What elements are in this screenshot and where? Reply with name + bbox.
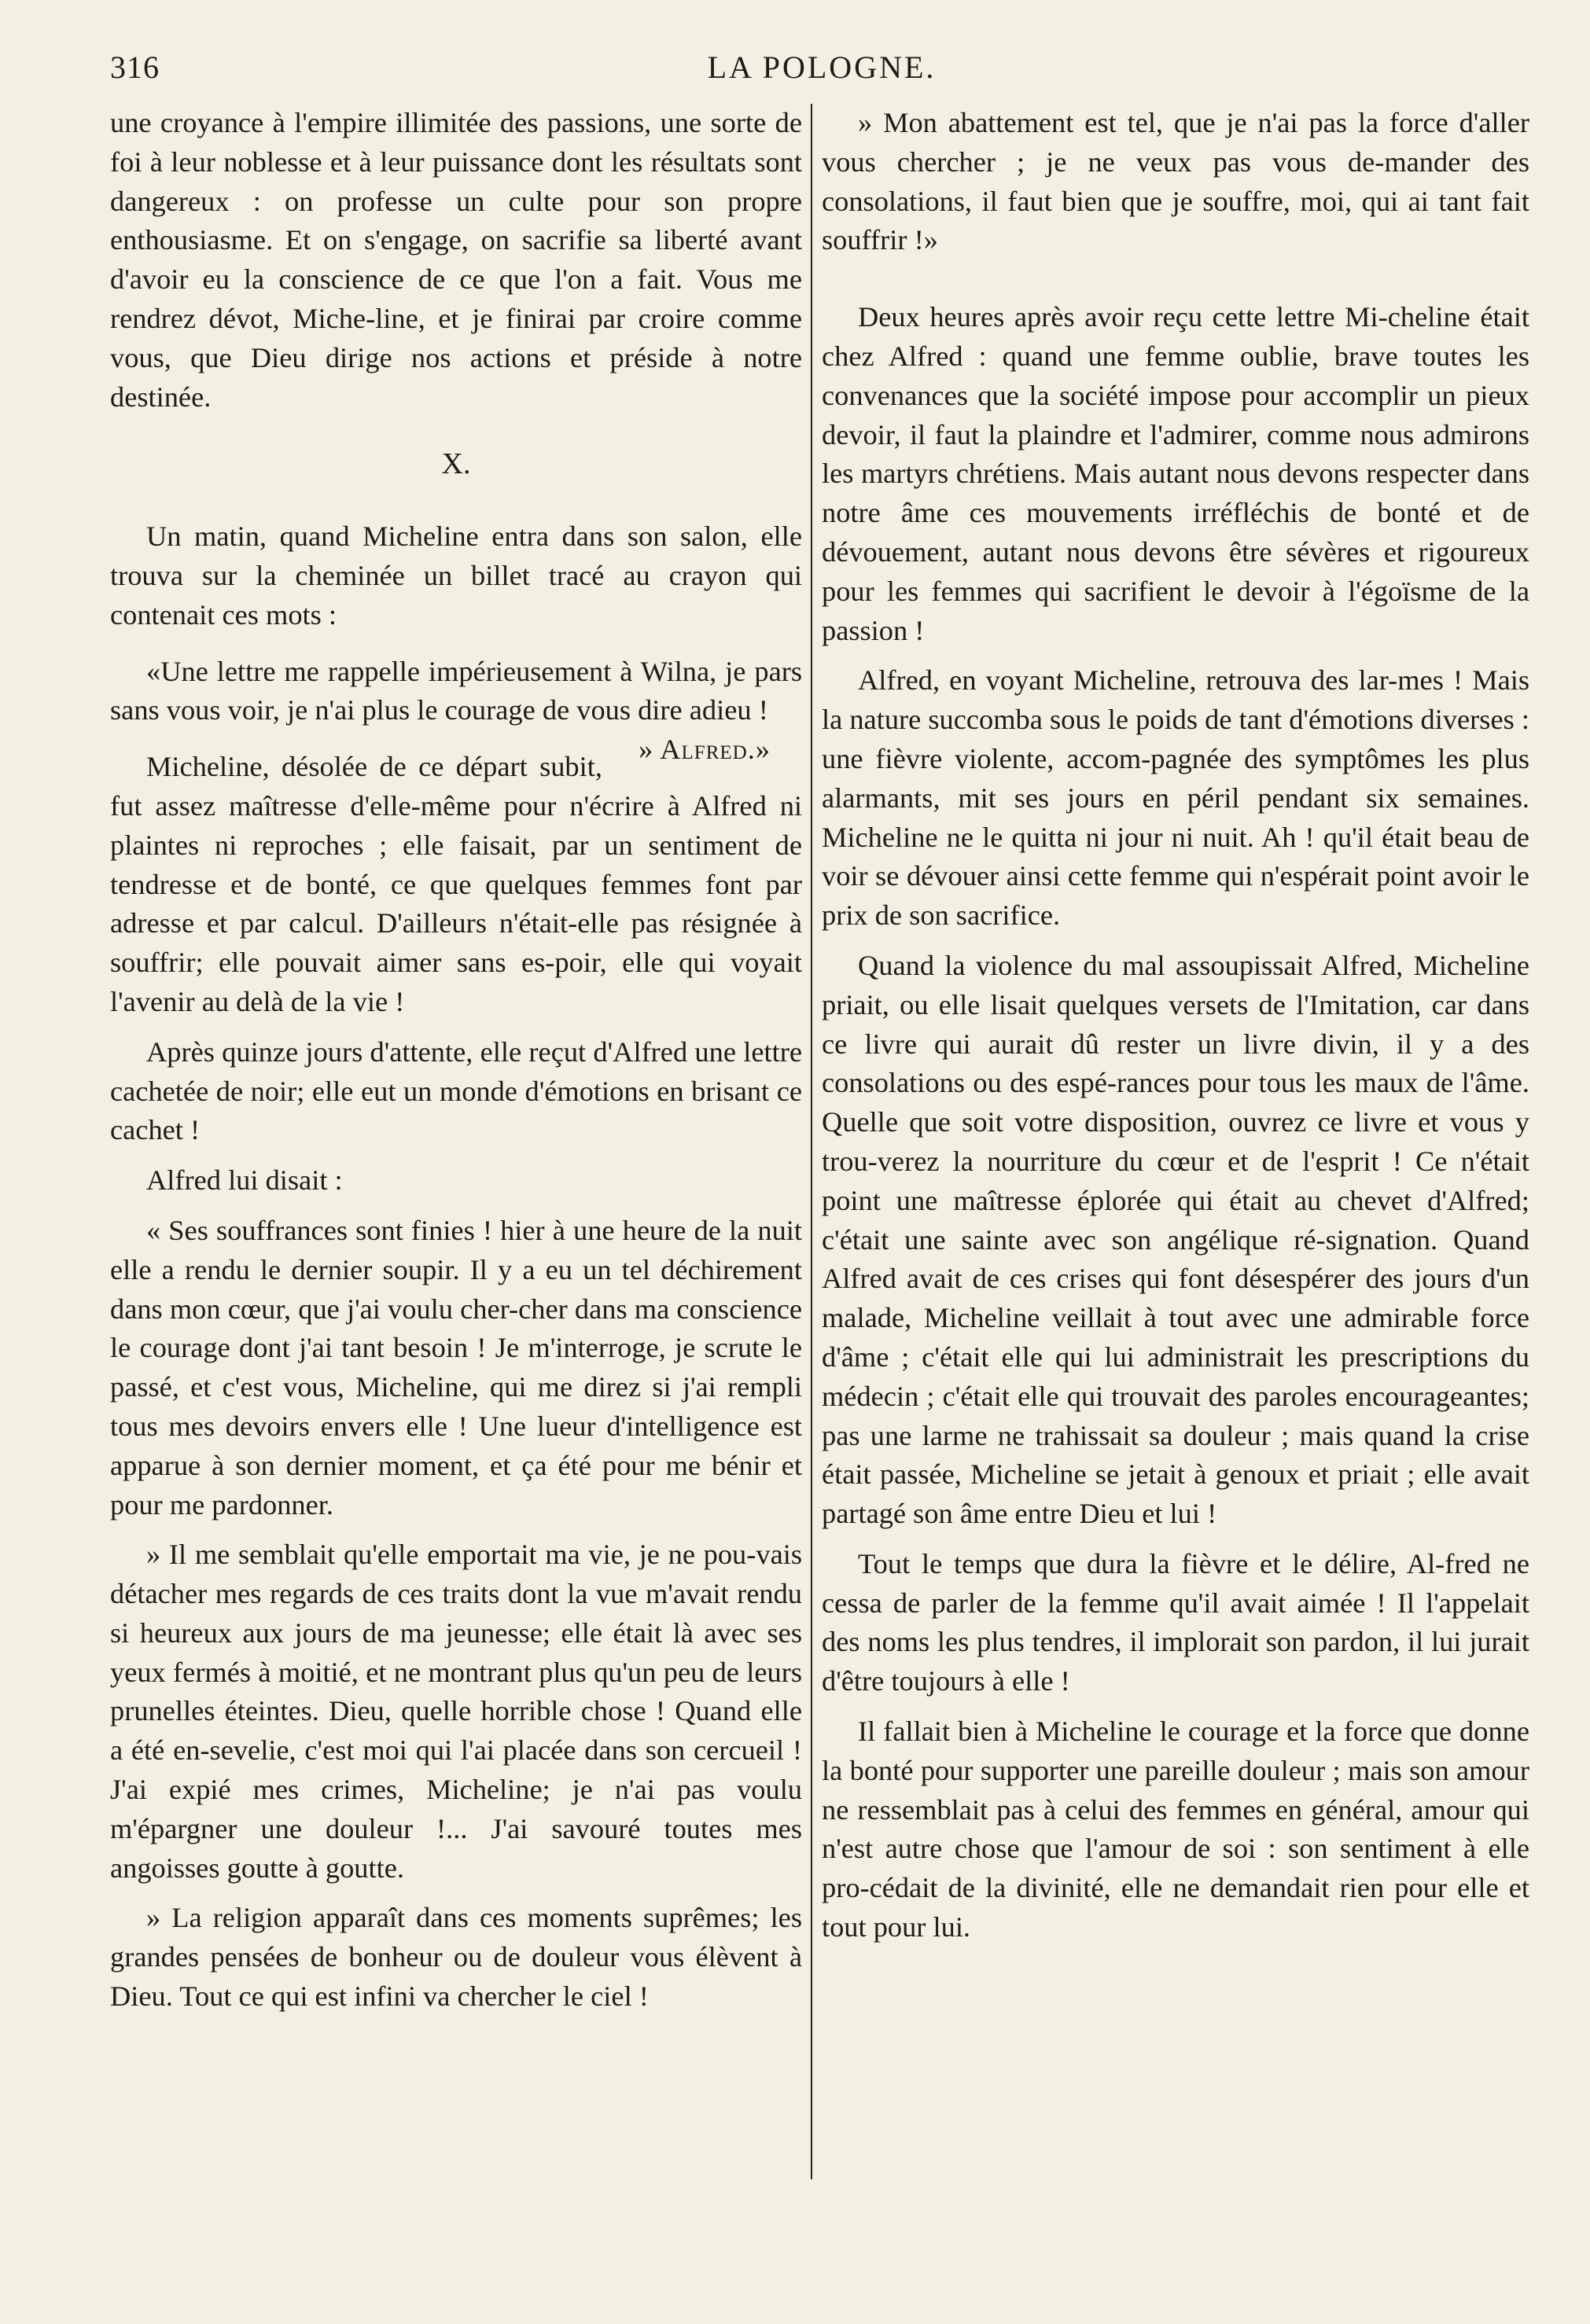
paragraph: « Ses souffrances sont finies ! hier à une heure de la nuit elle a rendu le dernier soupir. Il y a eu un tel déchirement dans mon cœur, que j'ai voulu cher-cher dans ma conscience le courage dont j'ai tant besoin ! Je m'interroge, je scrute le passé, et c'est vous, Micheline, qui me direz si j'ai rempli tous mes devoirs envers elle ! Une lueur d'intelligence est apparue à son dernier moment, et ça été pour me bénir et pour me pardonner. (110, 1214, 802, 1521)
column-divider (811, 104, 812, 2179)
page-number: 316 (110, 50, 160, 85)
paragraph: Après quinze jours d'attente, elle reçut d'Alfred une lettre cachetée de noir; elle eut un monde d'émotions en brisant ce cachet ! (110, 1035, 802, 1146)
paragraph: » Mon abattement est tel, que je n'ai pas la force d'aller vous chercher ; je ne veux pas vous de-mander des consolations, il faut bien que je souffre, moi, qui ai tant fait souffrir !» (822, 107, 1529, 256)
paragraph: » Il me semblait qu'elle emportait ma vie, je ne pou-vais détacher mes regards de ces traits dont la vue m'avait rendu si heureux aux jours de ma jeunesse; elle était là avec ses yeux fermés à moitié, et ne montrant plus qu'un peu de leurs prunelles éteintes. Dieu, quelle horrible chose ! Quand elle a été en-sevelie, c'est moi qui l'ai placée dans son cercueil ! J'ai expié mes crimes, Micheline; je n'ai pas voulu m'épargner une douleur !... J'ai savouré toutes mes angoisses goutte à goutte. (110, 1539, 802, 1884)
letter-note (110, 653, 802, 766)
paragraph: Alfred lui disait : (146, 1164, 343, 1197)
paragraph: Un matin, quand Micheline entra dans son salon, elle trouva sur la cheminée un billet tracé au crayon qui contenait ces mots : (110, 520, 802, 631)
right-column (822, 104, 1529, 1947)
left-column (110, 104, 802, 2017)
paragraph: » La religion apparaît dans ces moments suprêmes; les grandes pensées de bonheur ou de douleur vous élèvent à Dieu. Tout ce qui est infini va chercher le ciel ! (110, 1902, 802, 2013)
section-heading: X. (441, 447, 471, 481)
paragraph: Il fallait bien à Micheline le courage et la force que donne la bonté pour supporter une pareille douleur ; mais son amour ne ressemblait pas à celui des femmes en général, amour qui n'est autre chose que l'amour de soi : son sentiment à elle pro-cédait de la divinité, elle ne demandait rien pour elle et tout pour lui. (822, 1715, 1529, 1943)
paragraph: Quand la violence du mal assoupissait Alfred, Micheline priait, ou elle lisait quelques versets de l'Imitation, car dans ce livre qui aurait dû rester un livre divin, il y a des consolations ou des espé-rances pour tous les maux de l'âme. Quelle que soit votre disposition, ouvrez ce livre et vous y trou-verez la nourriture du cœur et de l'esprit ! Ce n'était point une maîtresse éplorée qui était au chevet d'Alfred; c'était une sainte avec son angélique ré-signation. Quand Alfred avait de ces crises qui font désespérer des jours d'un malade, Micheline veillait à tout avec une admirable force d'âme ; c'était elle qui lui administrait les prescriptions du médecin ; c'était elle qui trouvait des paroles encourageantes; pas une larme ne trahissait sa douleur ; mais quand la crise était passée, Micheline se jetait à genoux et priait ; elle avait partagé son âme entre Dieu et lui ! (822, 949, 1529, 1530)
paragraph: Alfred, en voyant Micheline, retrouva des lar-mes ! Mais la nature succomba sous le poids de tant d'émotions diverses : une fièvre violente, accom-pagnée des symptômes les plus alarmants, mit ses jours en péril pendant six semaines. Micheline ne le quitta ni jour ni nuit. Ah ! qu'il était beau de voir se dévouer ainsi cette femme qui n'espérait point avoir le prix de son sacrifice. (822, 664, 1529, 932)
paragraph: Deux heures après avoir reçu cette lettre Mi-cheline était chez Alfred : quand une femme oublie, brave toutes les convenances que la société impose pour accomplir un pieux devoir, il faut la plaindre et l'admirer, comme nous admirons les martyrs chrétiens. Mais autant nous devons respecter dans notre âme ces mouvements irréfléchis de bonté et de dévouement, autant nous devons être sévères et rigoureux pour les femmes qui sacrifient le devoir à l'égoïsme de la passion ! (822, 301, 1529, 646)
page-header (110, 49, 1533, 96)
signature: » Alfred.» (638, 734, 771, 766)
running-title: LA POLOGNE. (707, 50, 937, 85)
letter-note-text: «Une lettre me rappelle impérieusement à Wilna, je pars sans vous voir, je n'ai plus le courage de vous dire adieu ! (110, 655, 802, 726)
paragraph: une croyance à l'empire illimitée des passions, une sorte de foi à leur noblesse et à leur puissance dont les résultats sont dangereux : on professe un culte pour son propre enthousiasme. Et on s'engage, on sacrifie sa liberté avant d'avoir eu la conscience de ce que l'on a fait. Vous me rendrez dévot, Miche-line, et je finirai par croire comme vous, que Dieu dirige nos actions et préside à notre destinée. (110, 107, 802, 413)
paragraph: Tout le temps que dura la fièvre et le délire, Al-fred ne cessa de parler de la femme qu'il avait aimée ! Il l'appelait des noms les plus tendres, il implorait son pardon, il lui jurait d'être toujours à elle ! (822, 1547, 1529, 1697)
paragraph: Micheline, désolée de ce départ subit, fut assez maîtresse d'elle-même pour n'écrire à Alfred ni plaintes ni reproches ; elle faisait, par un sentiment de tendresse et de bonté, ce que quelques femmes font par adresse et par calcul. D'ailleurs n'était-elle pas résignée à souffrir; elle pouvait aimer sans es-poir, elle qui voyait l'avenir au delà de la vie ! (110, 751, 802, 1017)
